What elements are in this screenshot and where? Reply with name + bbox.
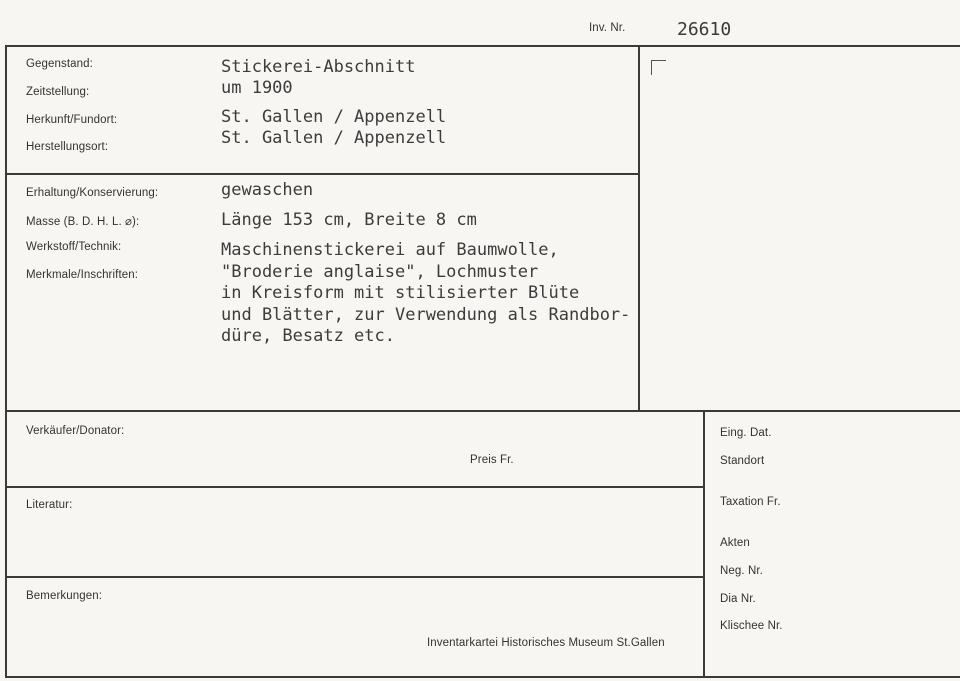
erhaltung-value: gewaschen <box>221 180 314 200</box>
zeitstellung-label: Zeitstellung: <box>26 86 90 98</box>
rule-below-literatur <box>5 576 704 578</box>
akten-label: Akten <box>720 537 750 549</box>
vertical-divider-top <box>638 45 640 411</box>
herkunft-value: St. Gallen / Appenzell <box>221 107 447 127</box>
taxation-label: Taxation Fr. <box>720 496 781 508</box>
vertical-divider-bottom <box>703 410 705 677</box>
left-border <box>5 45 7 677</box>
gegenstand-label: Gegenstand: <box>26 58 93 70</box>
rule-below-verkaeufer <box>5 486 704 488</box>
verkaeufer-label: Verkäufer/Donator: <box>26 425 125 437</box>
preis-label: Preis Fr. <box>470 454 514 466</box>
description-line: und Blätter, zur Verwendung als Randbor- <box>221 304 631 325</box>
inv-nr-label: Inv. Nr. <box>589 22 626 34</box>
merkmale-label: Merkmale/Inschriften: <box>26 269 139 281</box>
herstellungsort-value: St. Gallen / Appenzell <box>221 128 447 148</box>
masse-label: Masse (B. D. H. L. ⌀): <box>26 216 140 228</box>
masse-value: Länge 153 cm, Breite 8 cm <box>221 210 477 230</box>
footer-text: Inventarkartei Historisches Museum St.Gallen <box>427 637 665 649</box>
neg-nr-label: Neg. Nr. <box>720 565 763 577</box>
description-line: düre, Besatz etc. <box>221 326 395 347</box>
bemerkungen-label: Bemerkungen: <box>26 590 102 602</box>
herkunft-label: Herkunft/Fundort: <box>26 114 118 126</box>
description-line: in Kreisform mit stilisierter Blüte <box>221 283 580 304</box>
erhaltung-label: Erhaltung/Konservierung: <box>26 187 159 199</box>
bottom-rule <box>5 676 960 678</box>
description-line: "Broderie anglaise", Lochmuster <box>221 261 539 282</box>
werkstoff-label: Werkstoff/Technik: <box>26 241 122 253</box>
inv-nr-value: 26610 <box>677 19 732 40</box>
corner-mark-icon <box>651 60 666 75</box>
description-text <box>221 240 630 348</box>
top-rule <box>5 45 960 47</box>
middle-rule <box>5 410 960 412</box>
rule-below-object <box>5 173 639 175</box>
dia-nr-label: Dia Nr. <box>720 593 756 605</box>
klischee-nr-label: Klischee Nr. <box>720 620 783 632</box>
zeitstellung-value: um 1900 <box>221 78 293 98</box>
standort-label: Standort <box>720 455 765 467</box>
herstellungsort-label: Herstellungsort: <box>26 141 109 153</box>
literatur-label: Literatur: <box>26 499 73 511</box>
description-line: Maschinenstickerei auf Baumwolle, <box>221 240 559 260</box>
gegenstand-value: Stickerei-Abschnitt <box>221 57 416 77</box>
eing-dat-label: Eing. Dat. <box>720 427 772 439</box>
